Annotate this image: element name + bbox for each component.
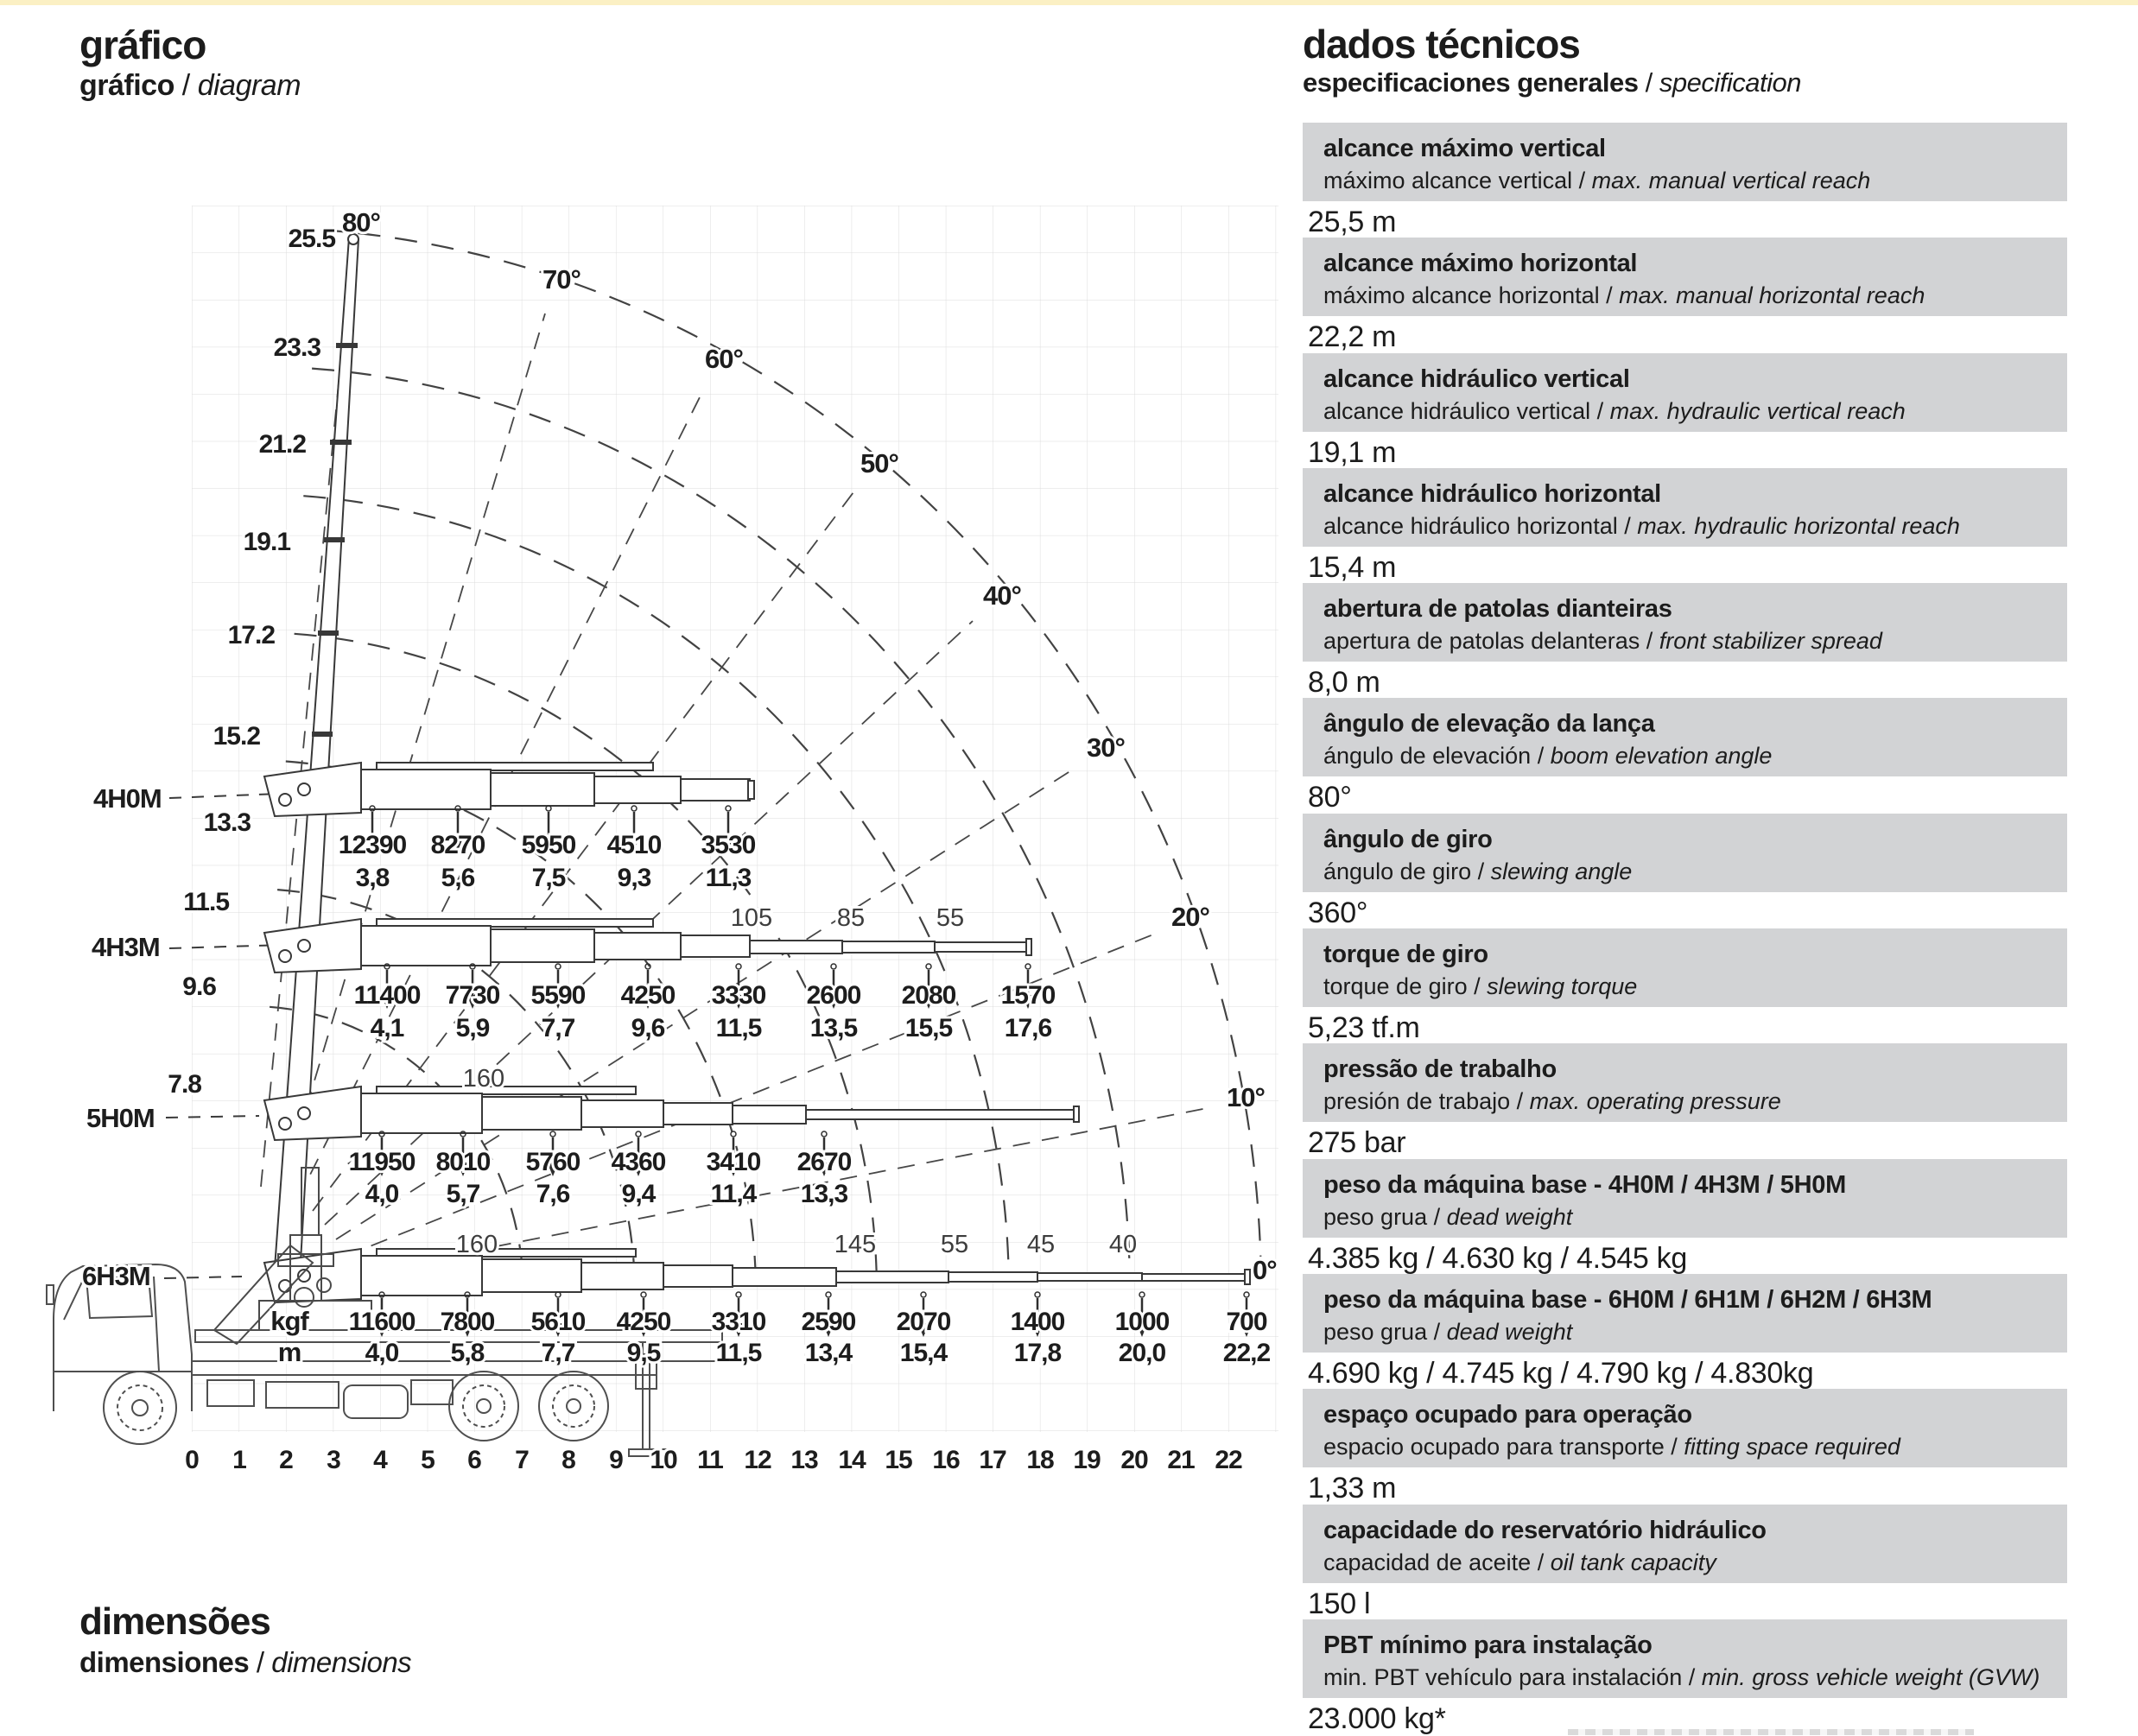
spec-row-header xyxy=(1303,814,2067,892)
svg-text:21: 21 xyxy=(1167,1446,1195,1474)
svg-text:50°: 50° xyxy=(860,448,898,478)
spec-row-header xyxy=(1303,1159,2067,1238)
spec-label-en: max. operating pressure xyxy=(1529,1088,1781,1115)
spec-label-es: capacidad de aceite xyxy=(1323,1549,1532,1575)
svg-text:9: 9 xyxy=(609,1446,623,1474)
spec-label-pt: PBT mínimo para instalação xyxy=(1323,1631,1653,1659)
spec-label-en: max. manual vertical reach xyxy=(1591,168,1871,193)
svg-text:9.6: 9.6 xyxy=(182,973,216,1001)
spec-row xyxy=(1303,1043,2067,1158)
spec-row-header xyxy=(1303,238,2067,316)
spec-label-pt: peso da máquina base - 6H0M / 6H1M / 6H2M / 6H3M xyxy=(1323,1285,1932,1314)
spec-row-header xyxy=(1303,353,2067,432)
spec-label-pt: torque de giro xyxy=(1323,941,1488,969)
unit-load-label: kgf xyxy=(270,1306,308,1336)
spec-row xyxy=(1303,468,2067,583)
svg-text:1: 1 xyxy=(232,1446,246,1474)
spec-row xyxy=(1303,1389,2067,1504)
svg-text:13,3: 13,3 xyxy=(800,1180,848,1208)
spec-label-pt: abertura de patolas dianteiras xyxy=(1323,595,1672,624)
svg-text:13: 13 xyxy=(790,1446,818,1474)
spec-label-en: min. gross vehicle weight (GVW) xyxy=(1701,1663,2040,1690)
spec-value: 4.385 kg / 4.630 kg / 4.545 kg xyxy=(1308,1241,1687,1275)
svg-text:0: 0 xyxy=(185,1446,199,1474)
svg-text:60°: 60° xyxy=(705,344,743,374)
svg-text:15.2: 15.2 xyxy=(213,722,260,751)
svg-text:5760: 5760 xyxy=(525,1148,580,1176)
spec-value: 8,0 m xyxy=(1308,666,1380,700)
spec-label-es: espacio ocupado para transporte xyxy=(1323,1434,1665,1460)
svg-text:700: 700 xyxy=(1226,1308,1267,1336)
spec-row xyxy=(1303,1159,2067,1274)
svg-text:5,7: 5,7 xyxy=(446,1180,480,1208)
spec-label-pt: alcance hidráulico horizontal xyxy=(1323,479,1661,508)
spec-label-es: alcance hidráulico vertical xyxy=(1323,397,1591,424)
svg-text:15: 15 xyxy=(885,1446,912,1474)
diagram-title: gráfico xyxy=(79,22,206,67)
svg-text:2070: 2070 xyxy=(896,1308,951,1336)
spec-label-en: max. hydraulic vertical reach xyxy=(1609,397,1906,424)
spec-value: 275 bar xyxy=(1308,1126,1406,1160)
svg-text:19.1: 19.1 xyxy=(243,528,290,556)
svg-text:3: 3 xyxy=(327,1446,340,1474)
svg-text:11600: 11600 xyxy=(348,1308,416,1336)
svg-text:1000: 1000 xyxy=(1114,1308,1170,1336)
spec-label-translations: alcance hidráulico horizontal / max. hydraulic horizontal reach xyxy=(1323,512,1960,539)
svg-text:85: 85 xyxy=(836,904,866,932)
svg-text:15,5: 15,5 xyxy=(904,1014,953,1042)
spec-label-es: ángulo de elevación xyxy=(1323,743,1532,770)
svg-text:19: 19 xyxy=(1073,1446,1101,1474)
spec-label-translations: presión de trabajo / max. operating pressure xyxy=(1323,1088,1781,1115)
spec-label-pt: ângulo de giro xyxy=(1323,825,1493,853)
svg-text:7,5: 7,5 xyxy=(531,864,566,892)
spec-value: 19,1 m xyxy=(1308,435,1397,469)
svg-text:8270: 8270 xyxy=(430,831,485,859)
svg-text:2590: 2590 xyxy=(801,1308,856,1336)
spec-row xyxy=(1303,353,2067,468)
svg-text:4H3M: 4H3M xyxy=(92,932,160,962)
spec-label-pt: alcance hidráulico vertical xyxy=(1323,364,1630,393)
spec-row-header xyxy=(1303,583,2067,662)
svg-text:17: 17 xyxy=(979,1446,1006,1474)
svg-text:5,9: 5,9 xyxy=(455,1014,490,1042)
spec-row xyxy=(1303,1619,2067,1734)
svg-text:80°: 80° xyxy=(342,207,380,238)
spec-label-en: max. hydraulic horizontal reach xyxy=(1637,512,1960,539)
spec-row xyxy=(1303,698,2067,813)
x-axis-ticks xyxy=(185,1446,1242,1474)
svg-text:20°: 20° xyxy=(1171,902,1209,932)
spec-value: 80° xyxy=(1308,781,1352,814)
spec-label-en: max. manual horizontal reach xyxy=(1619,282,1925,309)
svg-text:10°: 10° xyxy=(1227,1082,1265,1112)
spec-label-pt: ângulo de elevação da lança xyxy=(1323,710,1655,738)
svg-text:23.3: 23.3 xyxy=(273,333,320,362)
svg-text:4360: 4360 xyxy=(611,1148,666,1176)
spec-row-header xyxy=(1303,1043,2067,1122)
spec-label-es: alcance hidráulico horizontal xyxy=(1323,512,1618,539)
spec-row xyxy=(1303,928,2067,1043)
spec-label-en: boom elevation angle xyxy=(1550,743,1773,770)
spec-value: 22,2 m xyxy=(1308,320,1397,354)
svg-text:4,0: 4,0 xyxy=(365,1339,399,1367)
spec-value: 25,5 m xyxy=(1308,206,1397,238)
spec-label-translations: ángulo de elevación / boom elevation angle xyxy=(1323,743,1773,770)
spec-row-header xyxy=(1303,468,2067,547)
svg-text:17,6: 17,6 xyxy=(1004,1014,1052,1042)
svg-text:3330: 3330 xyxy=(711,981,766,1010)
svg-text:4250: 4250 xyxy=(616,1308,671,1336)
spec-label-pt: espaço ocupado para operação xyxy=(1323,1401,1692,1429)
svg-text:5,6: 5,6 xyxy=(441,864,475,892)
spec-label-es: apertura de patolas delanteras xyxy=(1323,628,1640,655)
svg-text:40: 40 xyxy=(1108,1231,1138,1258)
svg-text:22,2: 22,2 xyxy=(1222,1339,1271,1367)
svg-text:5590: 5590 xyxy=(530,981,586,1010)
spec-label-translations: máximo alcance horizontal / max. manual horizontal reach xyxy=(1323,282,1925,309)
technical-data-panel xyxy=(1303,22,2067,1734)
spec-row-header xyxy=(1303,123,2067,201)
svg-text:30°: 30° xyxy=(1087,732,1125,763)
svg-text:11950: 11950 xyxy=(348,1148,416,1176)
dimensions-title: dimensões xyxy=(79,1600,270,1643)
spec-label-translations: torque de giro / slewing torque xyxy=(1323,973,1638,1000)
svg-text:8: 8 xyxy=(561,1446,575,1474)
svg-text:4H0M: 4H0M xyxy=(93,783,162,814)
svg-text:14: 14 xyxy=(838,1446,866,1474)
spec-row-header xyxy=(1303,1274,2067,1353)
svg-text:3410: 3410 xyxy=(706,1148,761,1176)
spec-value: 150 l xyxy=(1308,1587,1371,1620)
spec-label-en: dead weight xyxy=(1446,1203,1573,1230)
svg-text:1400: 1400 xyxy=(1010,1308,1065,1336)
svg-text:45: 45 xyxy=(1026,1231,1056,1258)
svg-text:3530: 3530 xyxy=(701,831,756,859)
spec-subtitle: especificaciones generales / specification xyxy=(1303,67,1801,98)
svg-text:40°: 40° xyxy=(983,580,1021,611)
svg-text:11400: 11400 xyxy=(353,981,421,1010)
svg-text:20,0: 20,0 xyxy=(1118,1339,1166,1367)
svg-text:5H0M: 5H0M xyxy=(86,1103,155,1133)
config-labels xyxy=(82,783,162,1291)
svg-text:160: 160 xyxy=(462,1065,505,1093)
spec-row xyxy=(1303,1274,2067,1389)
spec-label-translations: min. PBT vehículo para instalación / min. gross vehicle weight (GVW) xyxy=(1323,1663,2040,1690)
spec-row xyxy=(1303,123,2067,238)
dimensions-header xyxy=(79,1600,411,1681)
spec-row xyxy=(1303,814,2067,928)
svg-text:10: 10 xyxy=(650,1446,677,1474)
svg-text:4510: 4510 xyxy=(606,831,662,859)
spec-rows xyxy=(1303,123,2067,1734)
spec-row-header xyxy=(1303,698,2067,776)
spec-label-pt: peso da máquina base - 4H0M / 4H3M / 5H0M xyxy=(1323,1170,1846,1199)
spec-value: 15,4 m xyxy=(1308,550,1397,584)
svg-text:70°: 70° xyxy=(542,264,580,295)
svg-text:4250: 4250 xyxy=(620,981,676,1010)
svg-text:22: 22 xyxy=(1215,1446,1242,1474)
svg-text:105: 105 xyxy=(730,904,773,932)
spec-row-header xyxy=(1303,928,2067,1007)
spec-label-pt: pressão de trabalho xyxy=(1323,1055,1557,1084)
spec-label-translations: peso grua / dead weight xyxy=(1323,1203,1573,1230)
spec-label-es: torque de giro xyxy=(1323,973,1468,1000)
spec-row xyxy=(1303,1505,2067,1619)
svg-text:17,8: 17,8 xyxy=(1013,1339,1062,1367)
spec-value: 4.690 kg / 4.745 kg / 4.790 kg / 4.830kg xyxy=(1308,1356,1814,1390)
spec-value: 1,33 m xyxy=(1308,1472,1397,1505)
svg-text:2: 2 xyxy=(279,1446,293,1474)
svg-text:7.8: 7.8 xyxy=(168,1070,201,1099)
spec-label-en: dead weight xyxy=(1446,1318,1573,1345)
svg-text:7,6: 7,6 xyxy=(536,1180,570,1208)
spec-label-translations: máximo alcance vertical / max. manual vertical reach xyxy=(1323,168,1871,193)
svg-text:11,5: 11,5 xyxy=(715,1339,762,1367)
spec-label-en: slewing torque xyxy=(1487,973,1638,1000)
svg-text:7,7: 7,7 xyxy=(541,1014,575,1042)
spec-value: 360° xyxy=(1308,896,1368,929)
svg-text:5: 5 xyxy=(421,1446,435,1474)
dimensions-subtitle: dimensiones / dimensions xyxy=(79,1646,412,1678)
svg-text:1570: 1570 xyxy=(1000,981,1056,1010)
svg-text:11,4: 11,4 xyxy=(710,1180,757,1208)
svg-text:21.2: 21.2 xyxy=(258,430,306,459)
svg-text:3,8: 3,8 xyxy=(355,864,390,892)
spec-label-pt: alcance máximo vertical xyxy=(1323,135,1606,162)
svg-text:5,8: 5,8 xyxy=(450,1339,485,1367)
spec-row xyxy=(1303,238,2067,352)
svg-text:11,3: 11,3 xyxy=(705,864,752,892)
svg-text:7800: 7800 xyxy=(440,1308,495,1336)
spec-label-pt: alcance máximo horizontal xyxy=(1323,250,1638,278)
svg-text:17.2: 17.2 xyxy=(227,621,275,649)
svg-text:7: 7 xyxy=(515,1446,529,1474)
svg-text:16: 16 xyxy=(932,1446,960,1474)
svg-text:13,5: 13,5 xyxy=(809,1014,858,1042)
spec-label-translations: peso grua / dead weight xyxy=(1323,1318,1573,1345)
svg-text:5610: 5610 xyxy=(530,1308,586,1336)
svg-text:8010: 8010 xyxy=(435,1148,491,1176)
spec-label-en: oil tank capacity xyxy=(1550,1549,1716,1575)
spec-label-translations: espacio ocupado para transporte / fitting space required xyxy=(1323,1434,1900,1460)
svg-text:55: 55 xyxy=(940,1231,969,1258)
svg-text:7,7: 7,7 xyxy=(541,1339,575,1367)
svg-text:6: 6 xyxy=(467,1446,481,1474)
svg-text:4: 4 xyxy=(373,1446,387,1474)
spec-label-en: front stabilizer spread xyxy=(1659,628,1882,655)
spec-row-header xyxy=(1303,1505,2067,1583)
svg-text:25.5: 25.5 xyxy=(288,225,335,253)
spec-value: 5,23 tf.m xyxy=(1308,1011,1420,1045)
spec-value: 23.000 kg* xyxy=(1308,1701,1446,1735)
svg-text:5950: 5950 xyxy=(521,831,576,859)
spec-label-pt: capacidade do reservatório hidráulico xyxy=(1323,1516,1767,1544)
svg-text:11: 11 xyxy=(697,1446,723,1474)
spec-label-en: fitting space required xyxy=(1684,1434,1900,1460)
svg-text:15,4: 15,4 xyxy=(899,1339,948,1367)
spec-label-translations: alcance hidráulico vertical / max. hydraulic vertical reach xyxy=(1323,397,1906,424)
svg-text:12390: 12390 xyxy=(338,831,407,859)
svg-text:4,0: 4,0 xyxy=(365,1180,399,1208)
svg-text:9,4: 9,4 xyxy=(621,1180,656,1208)
svg-text:3310: 3310 xyxy=(711,1308,766,1336)
svg-text:2080: 2080 xyxy=(901,981,956,1010)
svg-text:0°: 0° xyxy=(1253,1255,1277,1285)
svg-text:11,5: 11,5 xyxy=(715,1014,762,1042)
svg-text:18: 18 xyxy=(1026,1446,1054,1474)
unit-reach-label: m xyxy=(277,1337,301,1367)
spec-row-header xyxy=(1303,1389,2067,1467)
spec-label-translations: ángulo de giro / slewing angle xyxy=(1323,858,1633,884)
svg-text:55: 55 xyxy=(936,904,965,932)
svg-text:9,3: 9,3 xyxy=(617,864,651,892)
spec-label-translations: capacidad de aceite / oil tank capacity xyxy=(1323,1549,1716,1575)
svg-text:9,6: 9,6 xyxy=(631,1014,665,1042)
svg-text:2600: 2600 xyxy=(806,981,861,1010)
spec-title: dados técnicos xyxy=(1303,22,1580,67)
clipped-footnote-text xyxy=(1568,1729,1974,1735)
spec-label-es: máximo alcance horizontal xyxy=(1323,282,1600,309)
spec-label-translations: apertura de patolas delanteras / front stabilizer spread xyxy=(1323,628,1882,655)
svg-text:12: 12 xyxy=(744,1446,771,1474)
spec-label-es: peso grua xyxy=(1323,1203,1428,1230)
spec-label-es: máximo alcance vertical xyxy=(1323,168,1573,193)
spec-label-es: ángulo de giro xyxy=(1323,858,1472,884)
svg-text:9,5: 9,5 xyxy=(626,1339,661,1367)
spec-row-header xyxy=(1303,1619,2067,1698)
svg-text:13,4: 13,4 xyxy=(804,1339,853,1367)
spec-label-en: slewing angle xyxy=(1490,858,1633,884)
svg-text:20: 20 xyxy=(1120,1446,1148,1474)
svg-text:2670: 2670 xyxy=(796,1148,852,1176)
svg-text:13.3: 13.3 xyxy=(203,808,251,837)
svg-text:11.5: 11.5 xyxy=(183,888,229,916)
svg-text:6H3M: 6H3M xyxy=(82,1261,150,1291)
svg-text:7730: 7730 xyxy=(445,981,500,1010)
spec-label-es: peso grua xyxy=(1323,1318,1428,1345)
svg-text:160: 160 xyxy=(455,1231,498,1258)
svg-text:145: 145 xyxy=(834,1231,877,1258)
spec-label-es: min. PBT vehículo para instalación xyxy=(1323,1663,1683,1690)
svg-text:4,1: 4,1 xyxy=(370,1014,404,1042)
spec-row xyxy=(1303,583,2067,698)
diagram-subtitle: gráfico / diagram xyxy=(79,69,301,102)
spec-label-es: presión de trabajo xyxy=(1323,1088,1511,1115)
